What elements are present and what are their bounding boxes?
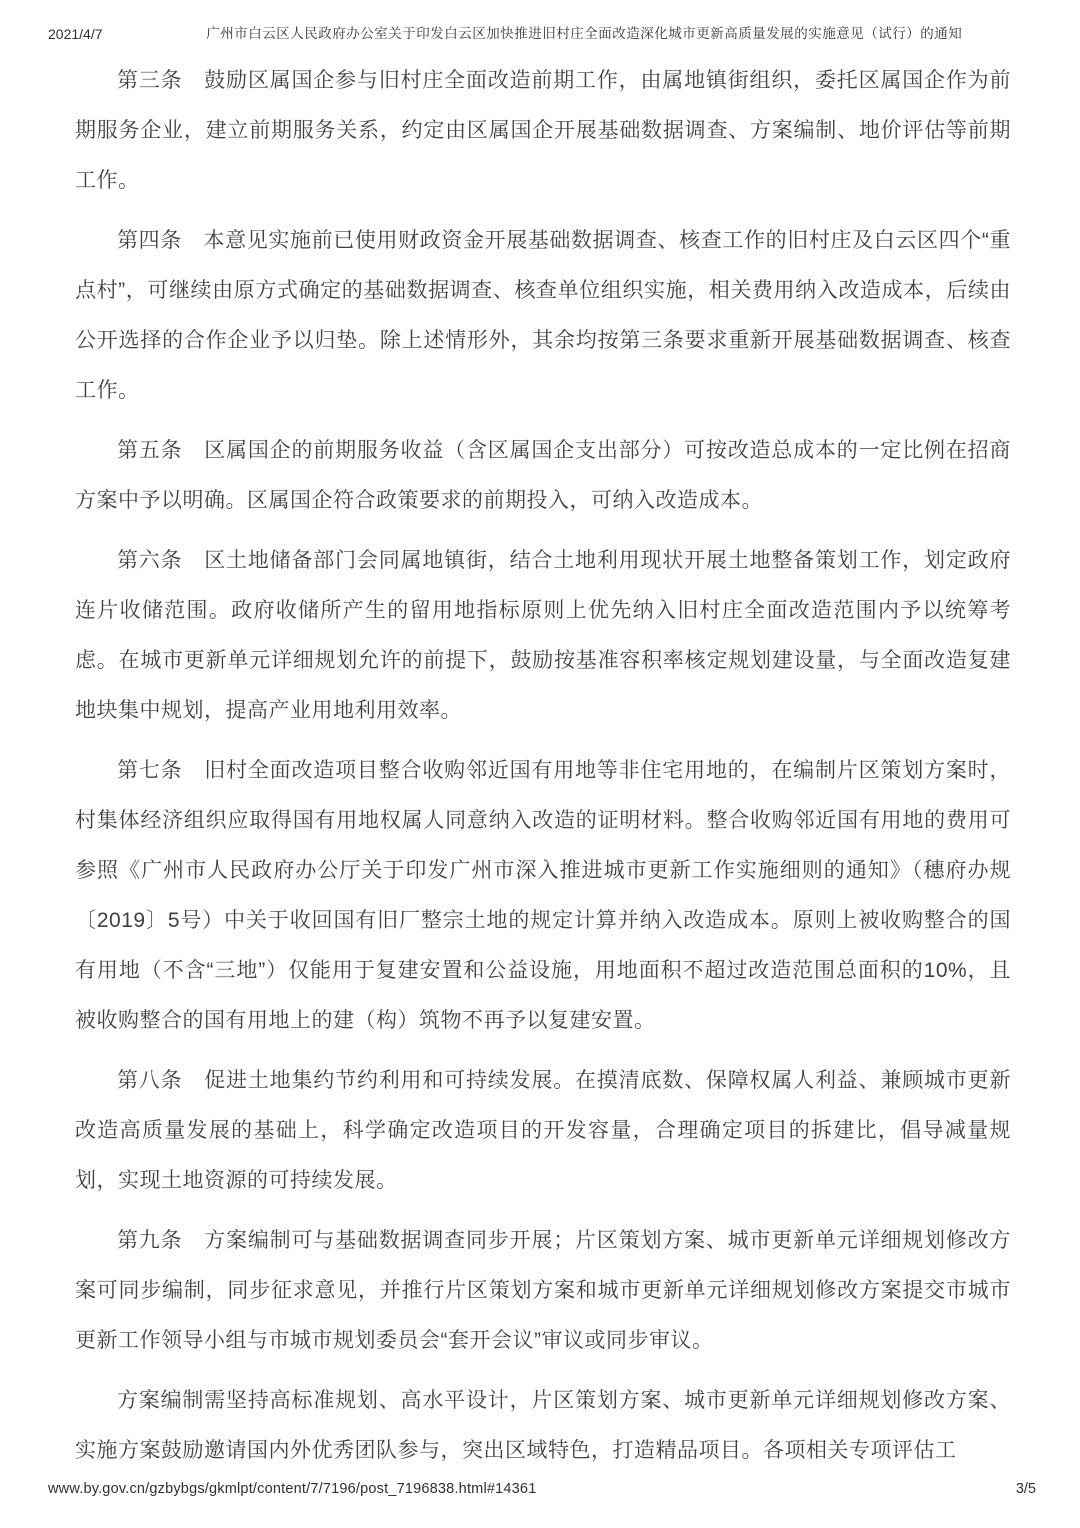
paragraph-plan-quality: 方案编制需坚持高标准规划、高水平设计，片区策划方案、城市更新单元详细规划修改方案、实施方案鼓励邀请国内外优秀团队参与，突出区域特色，打造精品项目。各项相关专项评估工 [75, 1389, 1011, 1462]
paragraph-article-8: 第八条 促进土地集约节约利用和可持续发展。在摸清底数、保障权属人利益、兼顾城市更新改造高质量发展的基础上，科学确定改造项目的开发容量，合理确定项目的拆建比，倡导减量规划，实现土地资源的可持续发展。 [75, 1069, 1011, 1192]
page-number: 3/5 [1015, 1481, 1036, 1497]
print-date: 2021/4/7 [48, 26, 103, 42]
document-body [75, 56, 1011, 1476]
source-url: www.by.gov.cn/gzbybgs/gkmlpt/content/7/7196/post_7196838.html#14361 [48, 1481, 537, 1497]
paragraph-article-5: 第五条 区属国企的前期服务收益（含区属国企支出部分）可按改造总成本的一定比例在招商方案中予以明确。区属国企符合政策要求的前期投入，可纳入改造成本。 [75, 439, 1011, 512]
print-footer [48, 1479, 1036, 1499]
paragraph-article-4: 第四条 本意见实施前已使用财政资金开展基础数据调查、核查工作的旧村庄及白云区四个“重点村”，可继续由原方式确定的基础数据调查、核查单位组织实施，相关费用纳入改造成本，后续由公开选择的合作企业予以归垫。除上述情形外，其余均按第三条要求重新开展基础数据调查、核查工作。 [75, 229, 1011, 402]
document-title: 广州市白云区人民政府办公室关于印发白云区加快推进旧村庄全面改造深化城市更新高质量发展的实施意见（试行）的通知 [206, 26, 963, 41]
print-header [48, 24, 1036, 44]
paragraph-article-6: 第六条 区土地储备部门会同属地镇街，结合土地利用现状开展土地整备策划工作，划定政府连片收储范围。政府收储所产生的留用地指标原则上优先纳入旧村庄全面改造范围内予以统筹考虑。在城市更新单元详细规划允许的前提下，鼓励按基准容积率核定规划建设量，与全面改造复建地块集中规划，提高产业用地利用效率。 [75, 549, 1011, 722]
paragraph-article-9: 第九条 方案编制可与基础数据调查同步开展；片区策划方案、城市更新单元详细规划修改方案可同步编制，同步征求意见，并推行片区策划方案和城市更新单元详细规划修改方案提交市城市更新工作领导小组与市城市规划委员会“套开会议”审议或同步审议。 [75, 1229, 1011, 1352]
paragraph-article-3: 第三条 鼓励区属国企参与旧村庄全面改造前期工作，由属地镇街组织，委托区属国企作为前期服务企业，建立前期服务关系，约定由区属国企开展基础数据调查、方案编制、地价评估等前期工作。 [75, 69, 1011, 192]
paragraph-article-7: 第七条 旧村全面改造项目整合收购邻近国有用地等非住宅用地的，在编制片区策划方案时，村集体经济组织应取得国有用地权属人同意纳入改造的证明材料。整合收购邻近国有用地的费用可参照《广州市人民政府办公厅关于印发广州市深入推进城市更新工作实施细则的通知》（穗府办规〔2019〕5号）中关于收回国有旧厂整宗土地的规定计算并纳入改造成本。原则上被收购整合的国有用地（不含“三地”）仅能用于复建安置和公益设施，用地面积不超过改造范围总面积的10%，且被收购整合的国有用地上的建（构）筑物不再予以复建安置。 [75, 759, 1011, 1032]
